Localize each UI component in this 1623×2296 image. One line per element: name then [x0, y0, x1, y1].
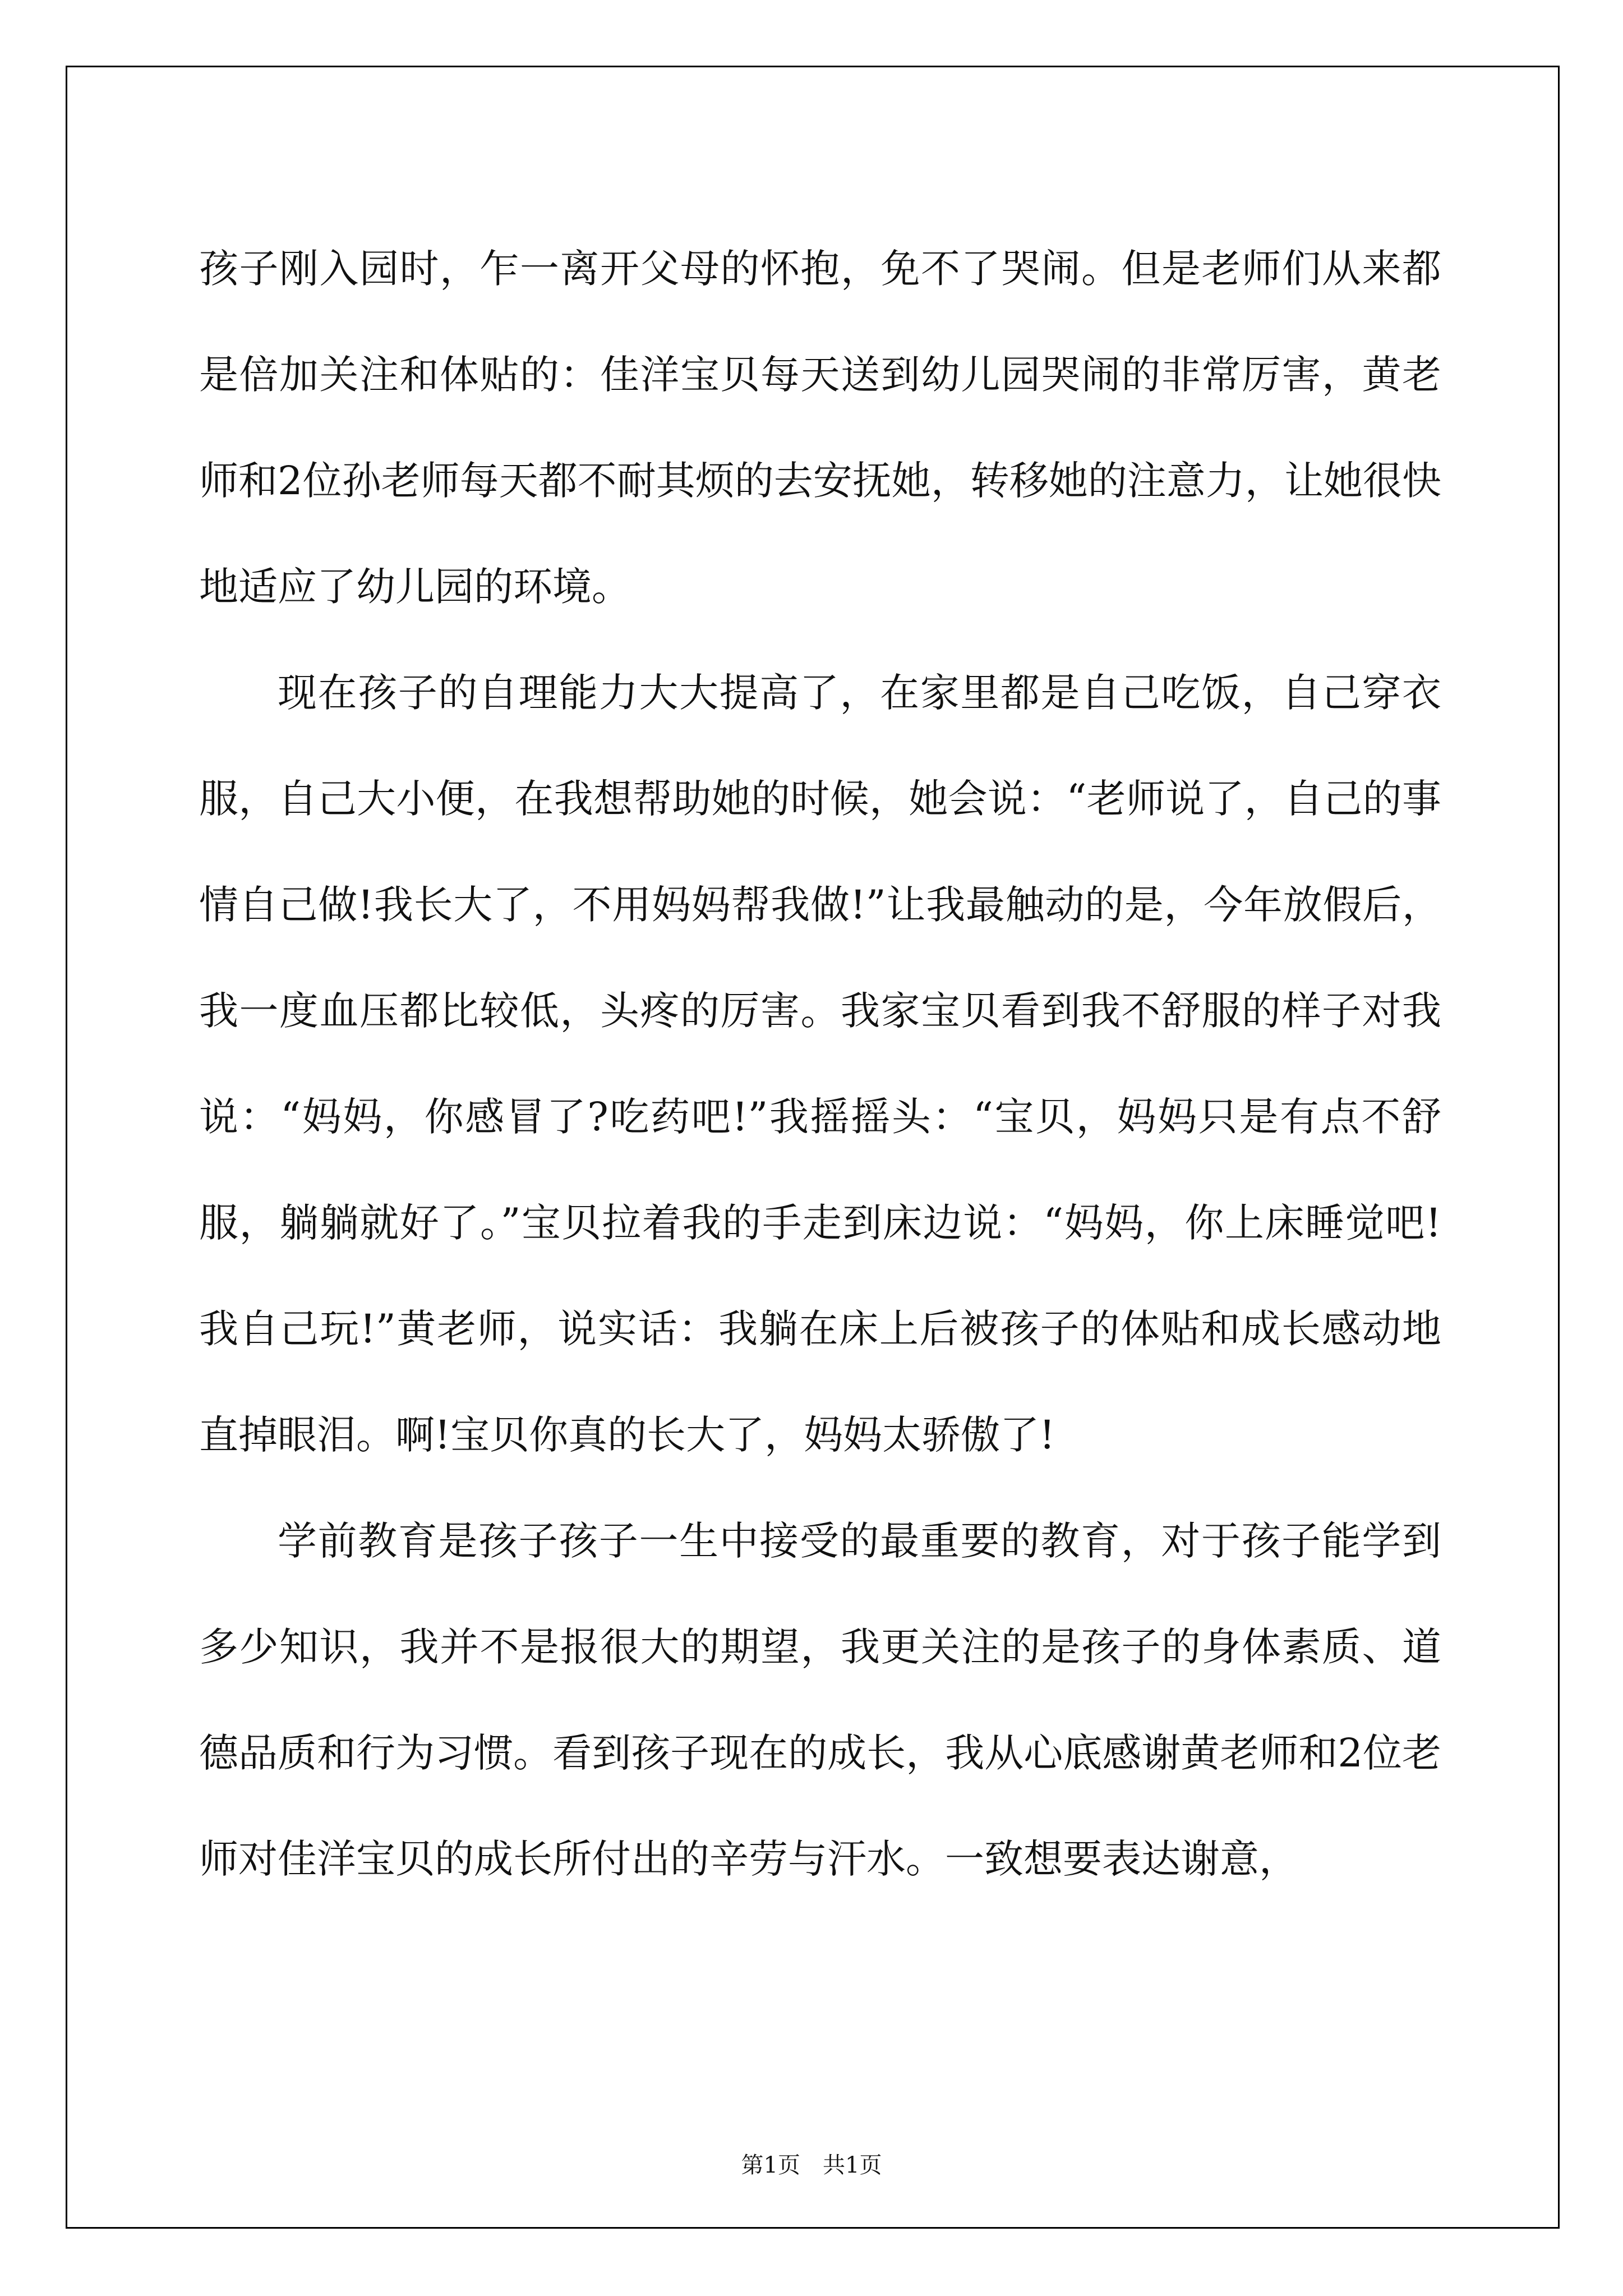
document-body: [199, 216, 1441, 1912]
page-number-current: 第1页: [741, 2152, 800, 2178]
page-number-total: 共1页: [823, 2152, 882, 2178]
paragraph-1: 孩子刚入园时，乍一离开父母的怀抱，免不了哭闹。但是老师们从来都是倍加关注和体贴的：佳洋宝贝每天送到幼儿园哭闹的非常厉害，黄老师和2位孙老师每天都不耐其烦的去安抚她，转移她的注意力，让她很快地适应了幼儿园的环境。: [199, 246, 1441, 610]
paragraph-2: 现在孩子的自理能力大大提高了，在家里都是自己吃饭，自己穿衣服，自己大小便，在我想帮助她的时候，她会说：“老师说了，自己的事情自己做!我长大了，不用妈妈帮我做!”让我最触动的是，今年放假后，我一度血压都比较低，头疼的厉害。我家宝贝看到我不舒服的样子对我说：“妈妈，你感冒了?吃药吧!”我摇摇头：“宝贝，妈妈只是有点不舒服，躺躺就好了。”宝贝拉着我的手走到床边说：“妈妈，你上床睡觉吧!我自己玩!”黄老师，说实话：我躺在床上后被孩子的体贴和成长感动地直掉眼泪。啊!宝贝你真的长大了，妈妈太骄傲了!: [199, 670, 1441, 1458]
paragraph-3: 学前教育是孩子孩子一生中接受的最重要的教育，对于孩子能学到多少知识，我并不是报很大的期望，我更关注的是孩子的身体素质、道德品质和行为习惯。看到孩子现在的成长，我从心底感谢黄老师和2位老师对佳洋宝贝的成长所付出的辛劳与汗水。一致想要表达谢意，: [199, 1518, 1441, 1882]
page-footer: [0, 2148, 1623, 2182]
